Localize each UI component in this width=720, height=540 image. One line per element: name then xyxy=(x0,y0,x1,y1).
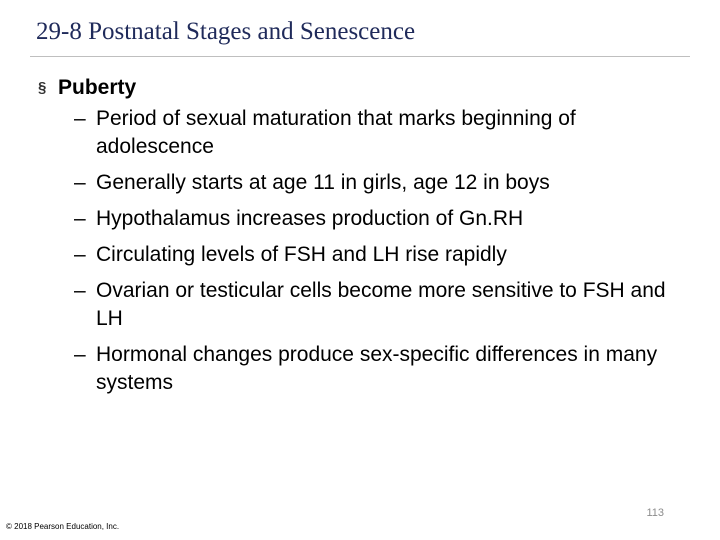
dash-icon: – xyxy=(74,107,86,130)
slide-title: 29-8 Postnatal Stages and Senescence xyxy=(36,18,416,45)
slide-content xyxy=(38,74,688,405)
dash-icon: – xyxy=(74,171,86,194)
page-number: 113 xyxy=(646,507,664,519)
square-bullet-icon: § xyxy=(38,79,47,96)
bullet-label: Puberty xyxy=(58,76,137,99)
bullet-puberty xyxy=(38,74,688,102)
dash-icon: – xyxy=(74,279,86,302)
subitem: – Ovarian or testicular cells become more sensitive to FSH and LH xyxy=(74,279,666,330)
subitem: – Hormonal changes produce sex-specific differences in many systems xyxy=(74,343,658,394)
subitem-list xyxy=(38,105,688,397)
dash-icon: – xyxy=(74,343,86,366)
dash-icon: – xyxy=(74,243,86,266)
subitem: – Circulating levels of FSH and LH rise rapidly xyxy=(38,241,688,269)
subitem: – Hypothalamus increases production of Gn.RH xyxy=(38,205,688,233)
title-divider xyxy=(30,56,690,57)
dash-icon: – xyxy=(74,207,86,230)
subitem: – Period of sexual maturation that marks beginning of adolescence xyxy=(74,107,576,158)
copyright-notice: © 2018 Pearson Education, Inc. xyxy=(6,522,120,531)
subitem: – Generally starts at age 11 in girls, age 12 in boys xyxy=(38,169,688,197)
